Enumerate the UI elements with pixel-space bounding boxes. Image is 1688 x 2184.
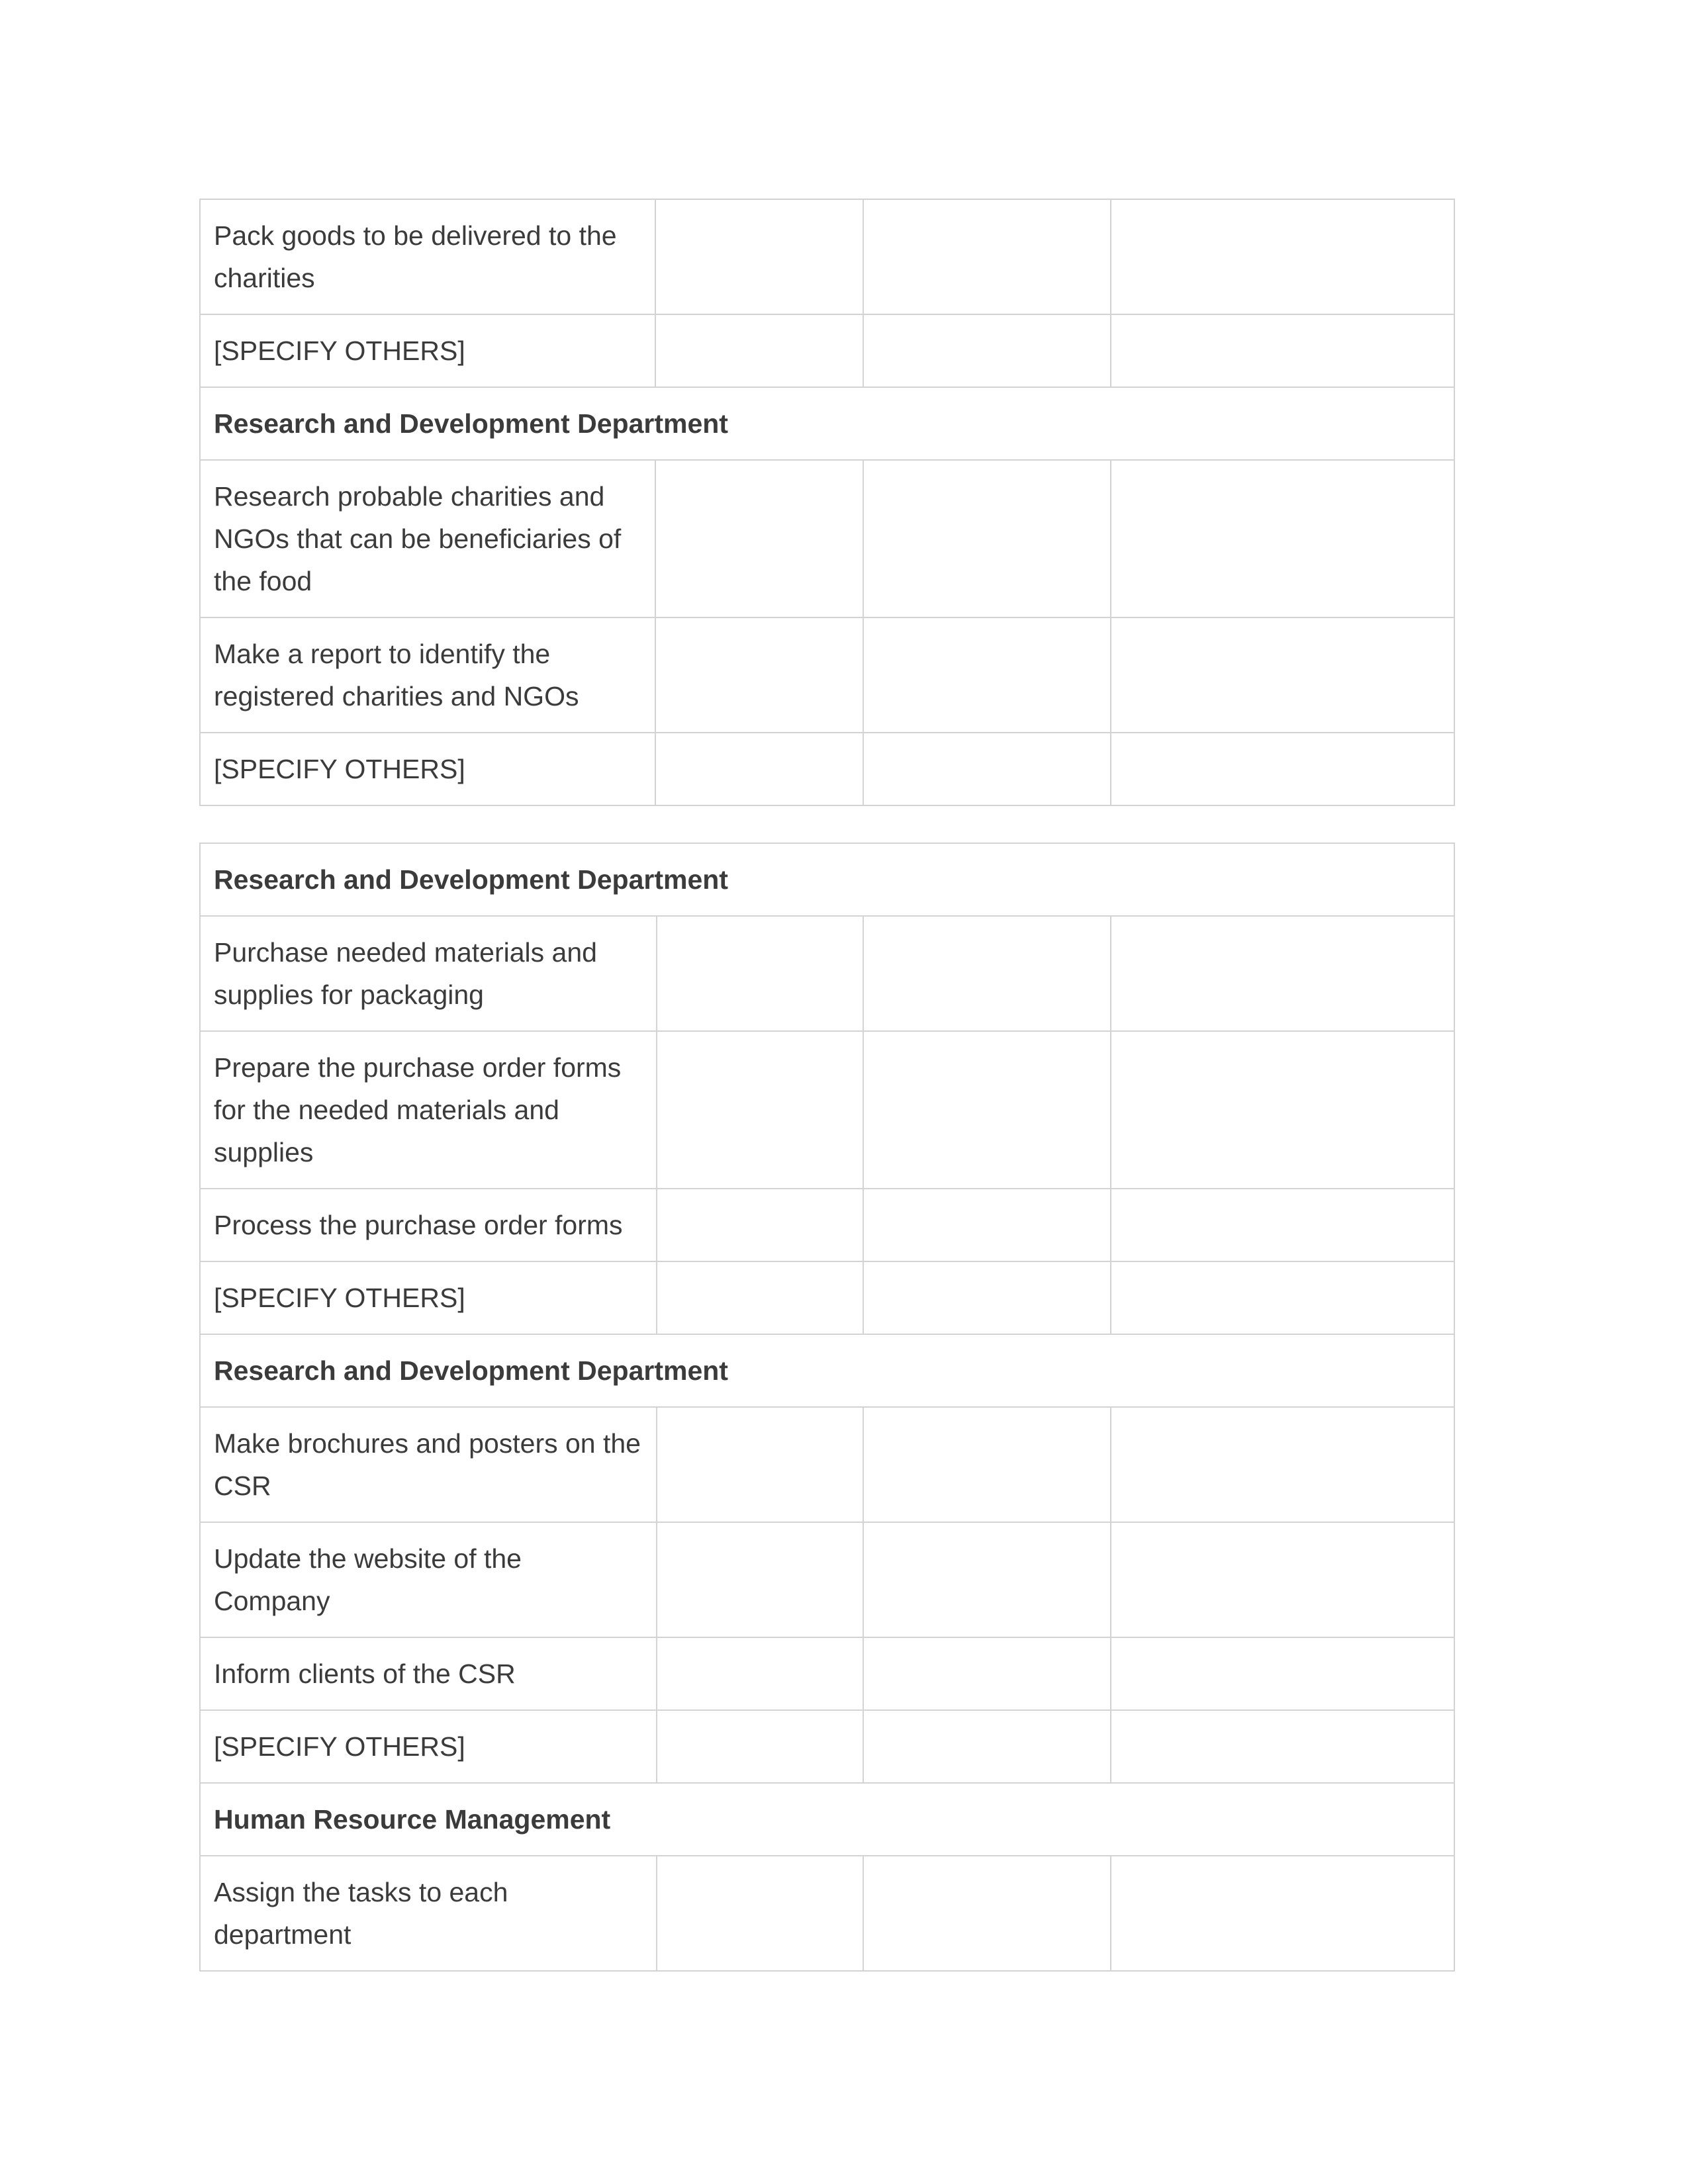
empty-cell bbox=[657, 916, 863, 1031]
table-row bbox=[200, 1710, 1454, 1783]
empty-cell bbox=[863, 314, 1111, 387]
table-row bbox=[200, 617, 1454, 733]
task-cell: Process the purchase order forms bbox=[200, 1189, 657, 1261]
empty-cell bbox=[1111, 916, 1454, 1031]
task-cell: Assign the tasks to each department bbox=[200, 1856, 657, 1971]
empty-cell bbox=[655, 733, 863, 805]
section-header: Human Resource Management bbox=[200, 1783, 1454, 1856]
task-table-2 bbox=[199, 842, 1455, 1972]
table-row bbox=[200, 1031, 1454, 1189]
empty-cell bbox=[1111, 1031, 1454, 1189]
section-header-row bbox=[200, 1334, 1454, 1407]
empty-cell bbox=[863, 1856, 1111, 1971]
task-cell: Update the website of the Company bbox=[200, 1522, 657, 1637]
section-header: Research and Development Department bbox=[200, 843, 1454, 916]
empty-cell bbox=[1111, 733, 1454, 805]
empty-cell bbox=[863, 916, 1111, 1031]
task-cell: Research probable charities and NGOs that can be beneficiaries of the food bbox=[200, 460, 655, 617]
empty-cell bbox=[657, 1261, 863, 1334]
empty-cell bbox=[863, 1189, 1111, 1261]
empty-cell bbox=[657, 1407, 863, 1522]
table-row bbox=[200, 1856, 1454, 1971]
empty-cell bbox=[863, 1522, 1111, 1637]
empty-cell bbox=[1111, 617, 1454, 733]
empty-cell bbox=[863, 199, 1111, 314]
task-cell: [SPECIFY OTHERS] bbox=[200, 314, 655, 387]
table-row bbox=[200, 1637, 1454, 1710]
empty-cell bbox=[1111, 1856, 1454, 1971]
empty-cell bbox=[655, 617, 863, 733]
empty-cell bbox=[1111, 1710, 1454, 1783]
empty-cell bbox=[657, 1522, 863, 1637]
empty-cell bbox=[863, 460, 1111, 617]
table-row bbox=[200, 916, 1454, 1031]
empty-cell bbox=[863, 1710, 1111, 1783]
empty-cell bbox=[1111, 1261, 1454, 1334]
empty-cell bbox=[1111, 1407, 1454, 1522]
empty-cell bbox=[1111, 1637, 1454, 1710]
section-header-row bbox=[200, 387, 1454, 460]
empty-cell bbox=[655, 460, 863, 617]
table-row bbox=[200, 199, 1454, 314]
empty-cell bbox=[863, 733, 1111, 805]
empty-cell bbox=[1111, 314, 1454, 387]
empty-cell bbox=[1111, 1522, 1454, 1637]
section-header-row bbox=[200, 843, 1454, 916]
table-row bbox=[200, 1189, 1454, 1261]
task-table-1 bbox=[199, 199, 1455, 806]
task-cell: Inform clients of the CSR bbox=[200, 1637, 657, 1710]
empty-cell bbox=[863, 1261, 1111, 1334]
empty-cell bbox=[1111, 1189, 1454, 1261]
empty-cell bbox=[863, 1637, 1111, 1710]
table-row bbox=[200, 460, 1454, 617]
section-header-row bbox=[200, 1783, 1454, 1856]
task-cell: Pack goods to be delivered to the charities bbox=[200, 199, 655, 314]
table-row bbox=[200, 1522, 1454, 1637]
empty-cell bbox=[655, 314, 863, 387]
task-cell: [SPECIFY OTHERS] bbox=[200, 1710, 657, 1783]
empty-cell bbox=[657, 1856, 863, 1971]
empty-cell bbox=[657, 1031, 863, 1189]
empty-cell bbox=[657, 1710, 863, 1783]
task-cell: Purchase needed materials and supplies for packaging bbox=[200, 916, 657, 1031]
empty-cell bbox=[657, 1189, 863, 1261]
empty-cell bbox=[655, 199, 863, 314]
task-cell: Make brochures and posters on the CSR bbox=[200, 1407, 657, 1522]
task-cell: Prepare the purchase order forms for the needed materials and supplies bbox=[200, 1031, 657, 1189]
section-header: Research and Development Department bbox=[200, 387, 1454, 460]
empty-cell bbox=[657, 1637, 863, 1710]
table-row bbox=[200, 1261, 1454, 1334]
section-header: Research and Development Department bbox=[200, 1334, 1454, 1407]
table-row bbox=[200, 314, 1454, 387]
empty-cell bbox=[1111, 460, 1454, 617]
empty-cell bbox=[863, 1407, 1111, 1522]
empty-cell bbox=[863, 617, 1111, 733]
empty-cell bbox=[1111, 199, 1454, 314]
table-row bbox=[200, 1407, 1454, 1522]
table-row bbox=[200, 733, 1454, 805]
task-cell: Make a report to identify the registered charities and NGOs bbox=[200, 617, 655, 733]
task-cell: [SPECIFY OTHERS] bbox=[200, 1261, 657, 1334]
empty-cell bbox=[863, 1031, 1111, 1189]
task-cell: [SPECIFY OTHERS] bbox=[200, 733, 655, 805]
